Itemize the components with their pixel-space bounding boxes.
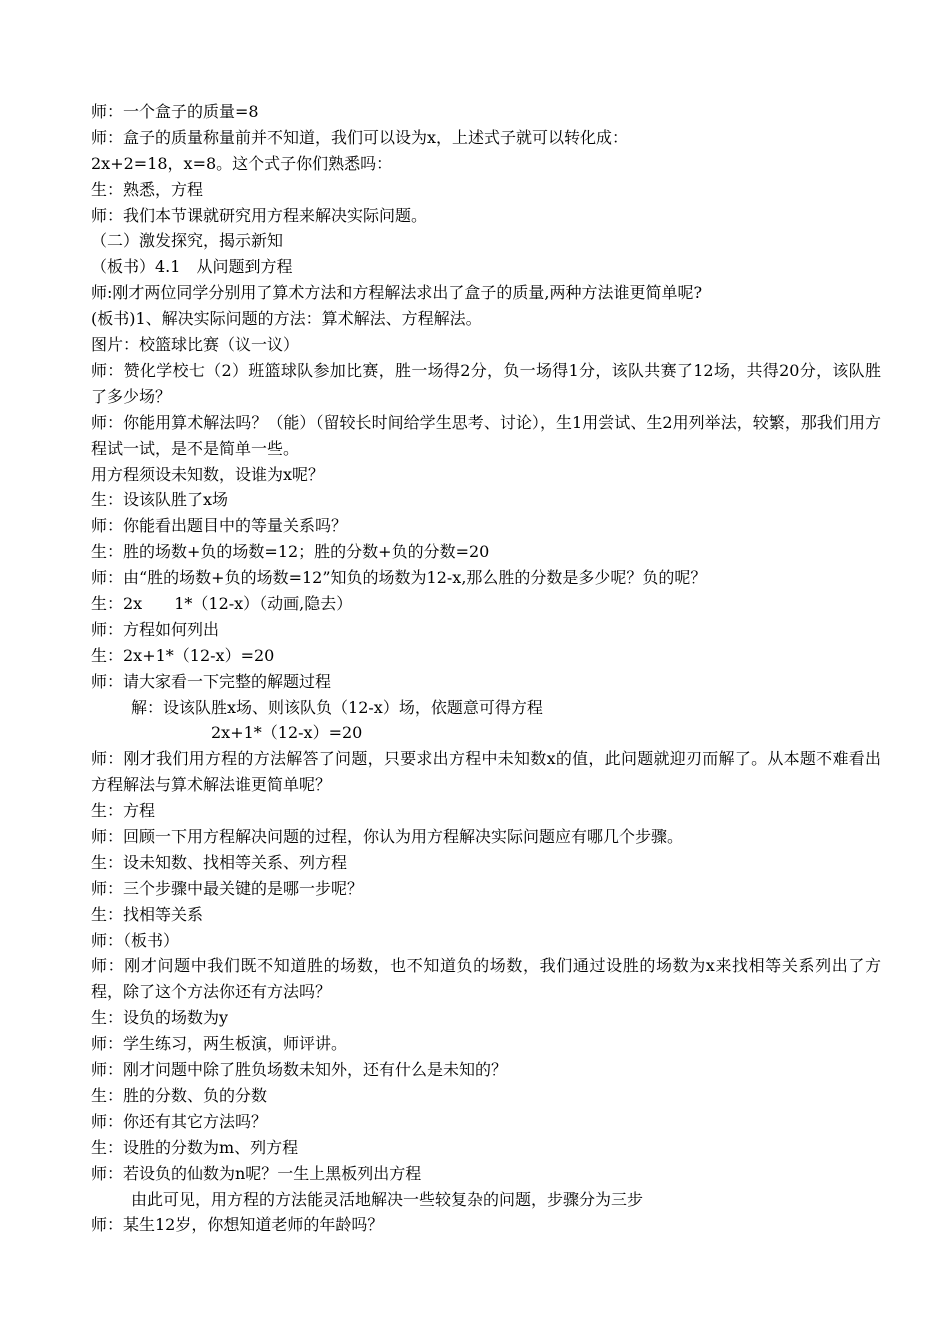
- text-line: 师：若设负的仙数为n呢？一生上黑板列出方程: [91, 1163, 422, 1183]
- text-line: 由此可见，用方程的方法能灵活地解决一些较复杂的问题，步骤分为三步: [131, 1189, 644, 1209]
- text-line: （二）激发探究，揭示新知: [91, 231, 284, 251]
- text-line: 生：2x+1*（12-x）=20: [91, 645, 275, 665]
- text-line: 生：胜的场数+负的场数=12；胜的分数+负的分数=20: [91, 542, 490, 562]
- text-line: 师：赞化学校七（2）班篮球队参加比赛，胜一场得2分，负一场得1分，该队共赛了12场，共得20分，该队胜了多少场？: [91, 360, 881, 406]
- text-line: 图片：校篮球比赛（议一议）: [91, 335, 300, 355]
- text-line: 2x+1*（12-x）=20: [211, 723, 363, 743]
- text-line: 师：（板书）: [91, 930, 180, 950]
- text-line: 生：设胜的分数为m、列方程: [91, 1137, 299, 1157]
- text-line: 解：设该队胜x场、则该队负（12-x）场，依题意可得方程: [131, 697, 543, 717]
- document-page: [91, 99, 881, 1238]
- text-line: 师：刚才问题中我们既不知道胜的场数，也不知道负的场数，我们通过设胜的场数为x来找相等关系列出了方程，除了这个方法你还有方法吗？: [91, 956, 881, 1002]
- text-line: 生：找相等关系: [91, 904, 204, 924]
- text-line: 师：某生12岁，你想知道老师的年龄吗？: [91, 1215, 384, 1235]
- text-line: 师：你还有其它方法吗？: [91, 1111, 268, 1131]
- text-line: 师：学生练习，两生板演，师评讲。: [91, 1034, 348, 1054]
- text-line: 师：刚才问题中除了胜负场数未知外，还有什么是未知的？: [91, 1060, 508, 1080]
- text-line: 师：请大家看一下完整的解题过程: [91, 671, 332, 691]
- text-line: (板书)1、解决实际问题的方法：算术解法、方程解法。: [91, 309, 482, 329]
- text-line: 师：回顾一下用方程解决问题的过程，你认为用方程解决实际问题应有哪几个步骤。: [91, 827, 684, 847]
- text-line: （板书）4.1 从问题到方程: [91, 257, 293, 277]
- text-line: 师：一个盒子的质量=8: [91, 102, 259, 121]
- text-line: 用方程须设未知数，设谁为x呢？: [91, 464, 325, 484]
- text-line: 生：方程: [91, 801, 156, 821]
- text-line: 生：2x 1*（12-x）（动画,隐去）: [91, 593, 353, 613]
- text-line: 师：你能看出题目中的等量关系吗？: [91, 516, 348, 536]
- text-line: 师：盒子的质量称量前并不知道，我们可以设为x，上述式子就可以转化成：: [91, 127, 629, 147]
- text-line: 师：三个步骤中最关键的是哪一步呢？: [91, 878, 364, 898]
- text-line: 2x+2=18，x=8。这个式子你们熟悉吗：: [91, 153, 393, 173]
- text-line: 生：设该队胜了x场: [91, 490, 229, 510]
- text-line: 生：设负的场数为y: [91, 1008, 229, 1028]
- text-line: 师:刚才两位同学分别用了算术方法和方程解法求出了盒子的质量,两种方法谁更简单呢?: [91, 283, 703, 303]
- text-line: 生：设未知数、找相等关系、列方程: [91, 852, 348, 872]
- text-line: 师：你能用算术解法吗？（能）（留较长时间给学生思考、讨论），生1用尝试、生2用列举法，较繁，那我们用方程试一试，是不是简单一些。: [91, 412, 881, 458]
- text-line: 师：刚才我们用方程的方法解答了问题，只要求出方程中未知数x的值，此问题就迎刃而解了。从本题不难看出方程解法与算术解法谁更简单呢？: [91, 749, 881, 795]
- text-line: 师：由“胜的场数+负的场数=12”知负的场数为12-x,那么胜的分数是多少呢？负的呢？: [91, 568, 707, 588]
- text-line: 生：胜的分数、负的分数: [91, 1085, 268, 1105]
- text-line: 师：我们本节课就研究用方程来解决实际问题。: [91, 205, 428, 225]
- text-line: 生：熟悉，方程: [91, 179, 204, 199]
- text-line: 师：方程如何列出: [91, 619, 220, 639]
